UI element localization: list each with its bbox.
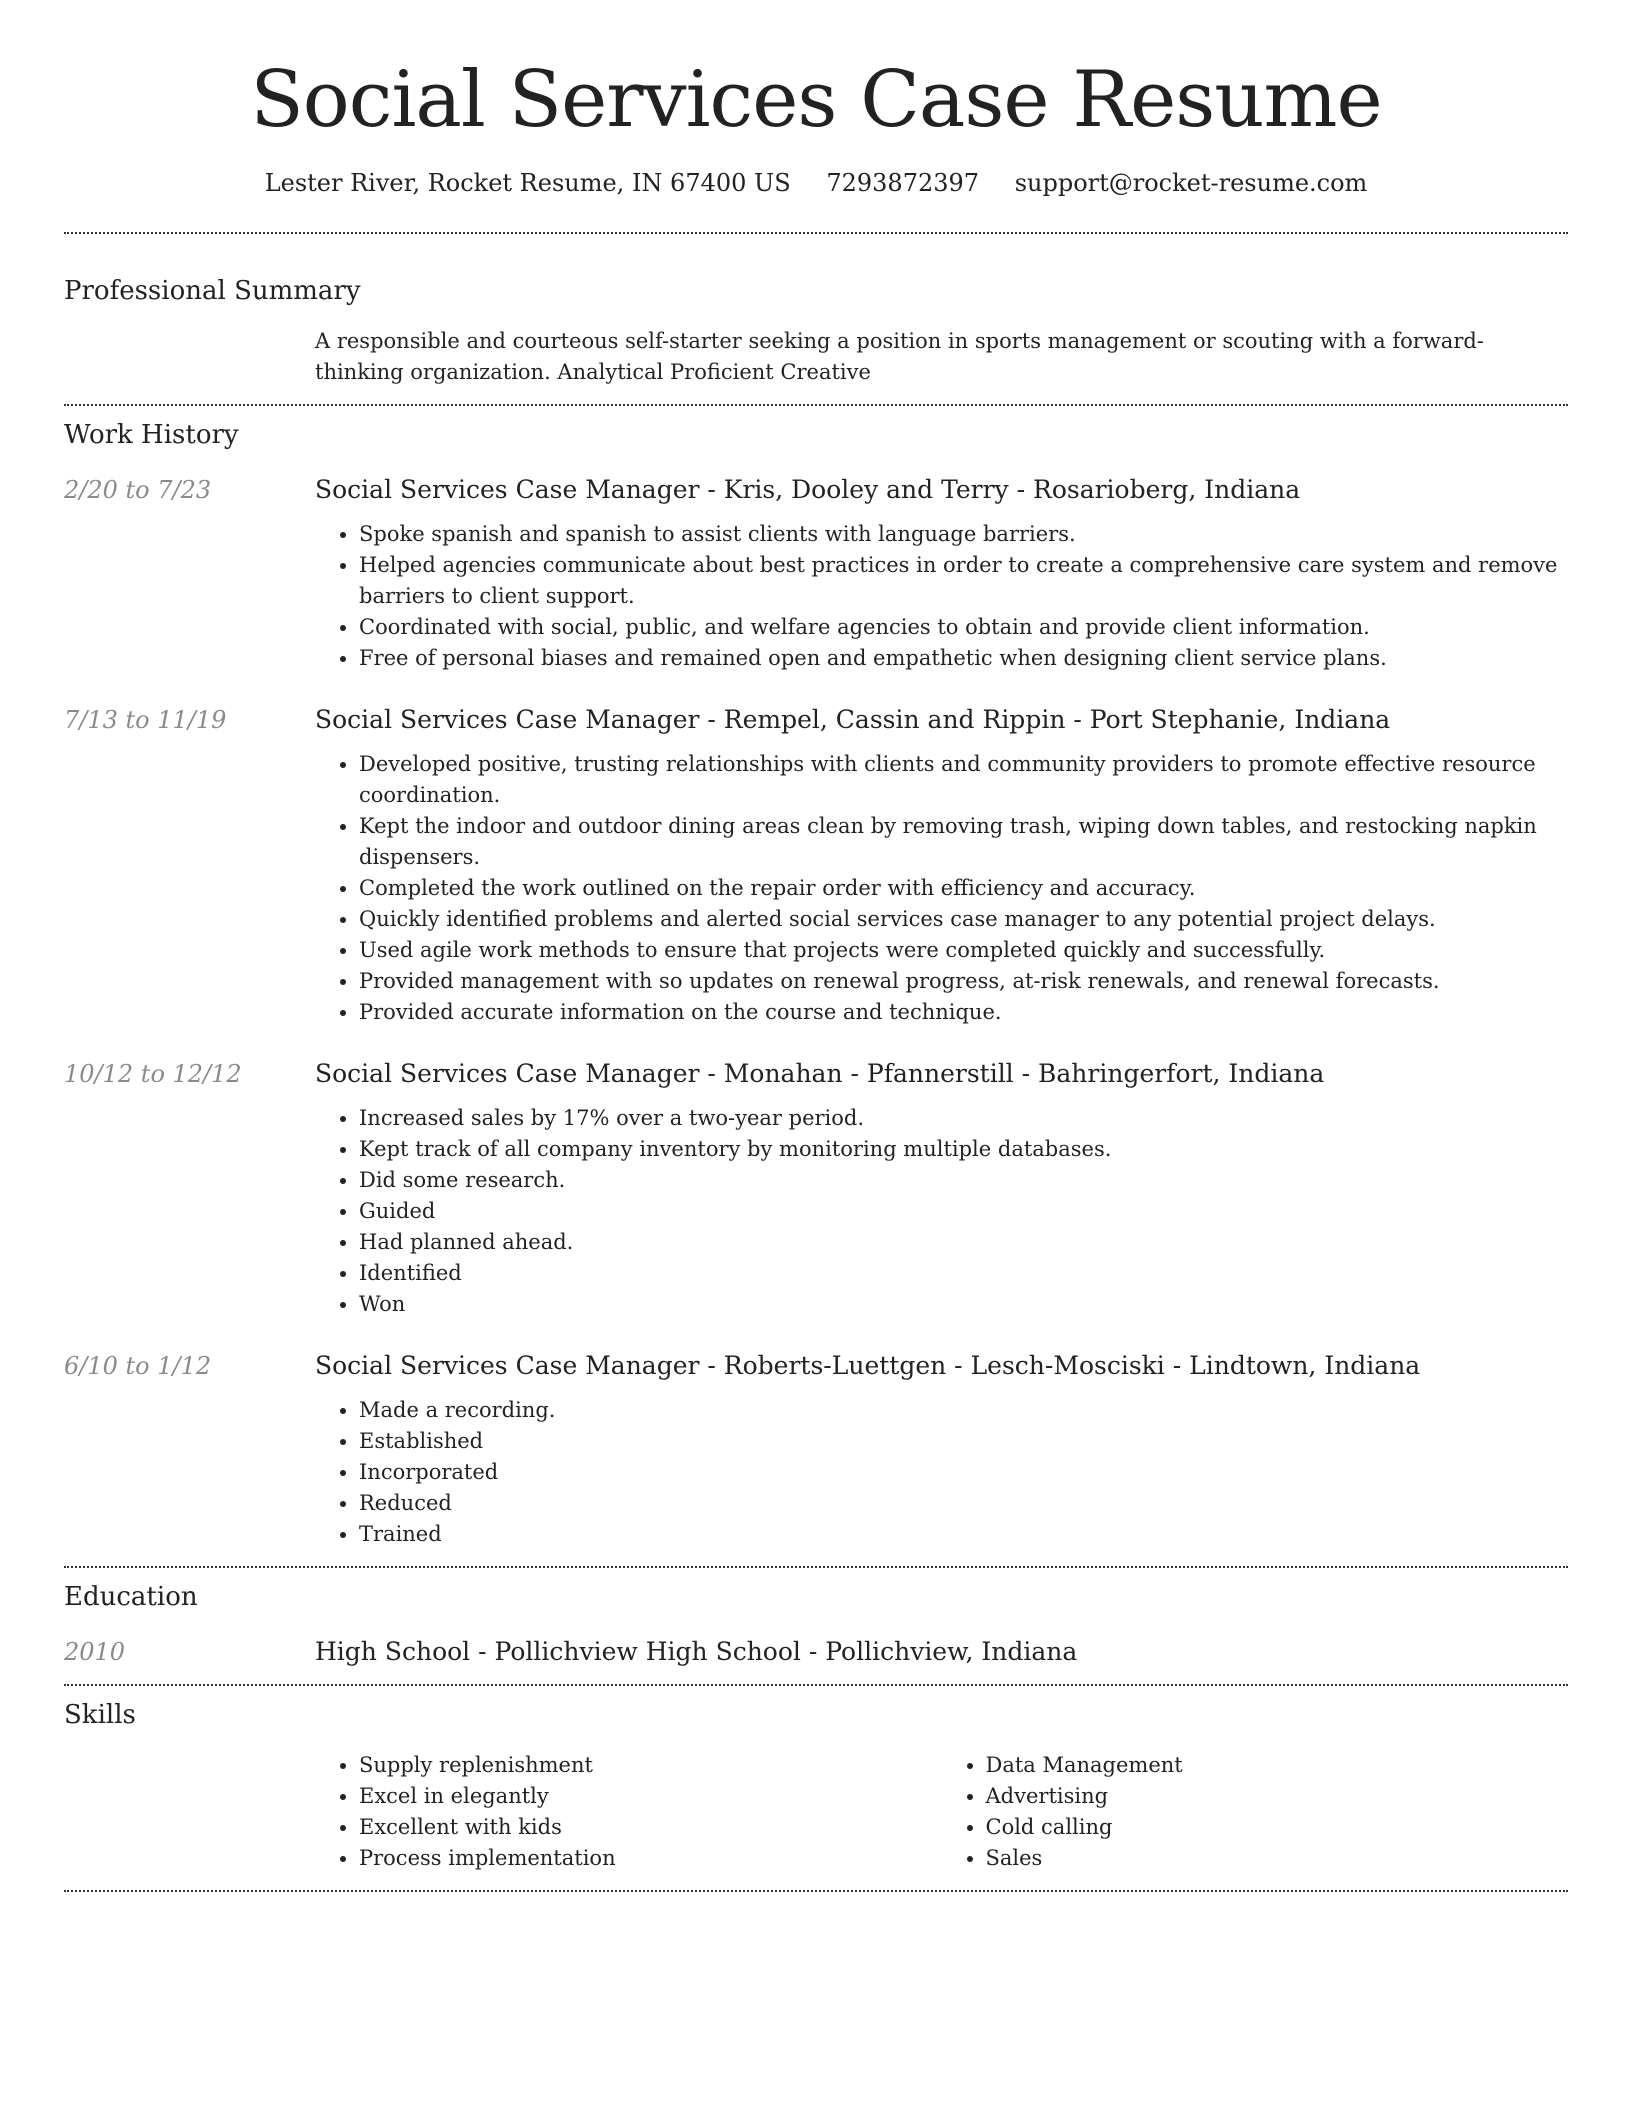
job-title: Social Services Case Manager - Monahan - Pfannerstill - Bahringerfort, Indiana xyxy=(315,1059,1325,1088)
job-bullets xyxy=(315,1395,1568,1550)
skills-section xyxy=(64,1698,1568,1874)
job-title: Social Services Case Manager - Rempel, Cassin and Rippin - Port Stephanie, Indiana xyxy=(315,705,1391,734)
divider xyxy=(64,1890,1568,1892)
skills-columns xyxy=(315,1750,1568,1874)
resume-header xyxy=(64,50,1568,198)
resume-name: Social Services Case Resume xyxy=(250,55,1382,145)
education-date: 2010 xyxy=(64,1638,126,1666)
work-history-section xyxy=(64,418,1568,1566)
job-entry xyxy=(64,1058,1568,1320)
job-list xyxy=(64,474,1568,1566)
job-date: 7/13 to 11/19 xyxy=(64,706,227,734)
list-item: • Had planned ahead. xyxy=(359,1227,1568,1258)
list-item: • Completed the work outlined on the repair order with efficiency and accuracy. xyxy=(359,873,1568,904)
job-entry xyxy=(64,474,1568,674)
skill-item: • Data Management xyxy=(986,1750,1569,1781)
skill-item: • Excel in elegantly xyxy=(359,1781,942,1812)
list-item: • Quickly identified problems and alerted social services case manager to any potential project delays. xyxy=(359,904,1568,935)
skill-item: • Excellent with kids xyxy=(359,1812,942,1843)
professional-summary-section xyxy=(64,274,1568,388)
job-title: Social Services Case Manager - Roberts-Luettgen - Lesch-Mosciski - Lindtown, Indiana xyxy=(315,1351,1421,1380)
list-item: • Incorporated xyxy=(359,1457,1568,1488)
education-section xyxy=(64,1580,1568,1668)
education-title: High School - Pollichview High School - Pollichview, Indiana xyxy=(315,1637,1078,1666)
list-item: • Coordinated with social, public, and welfare agencies to obtain and provide client information. xyxy=(359,612,1568,643)
divider xyxy=(64,232,1568,234)
job-entry xyxy=(64,1350,1568,1566)
job-bullets xyxy=(315,1103,1568,1320)
section-title-summary: Professional Summary xyxy=(64,276,361,306)
skills-column-right xyxy=(942,1750,1569,1874)
section-title-work: Work History xyxy=(64,420,239,450)
contact-phone: 7293872397 xyxy=(826,169,980,197)
list-item: • Made a recording. xyxy=(359,1395,1568,1426)
education-entry xyxy=(64,1636,1568,1668)
job-date: 2/20 to 7/23 xyxy=(64,476,212,504)
list-item: • Free of personal biases and remained open and empathetic when designing client service plans. xyxy=(359,643,1568,674)
list-item: • Used agile work methods to ensure that projects were completed quickly and successfully. xyxy=(359,935,1568,966)
contact-address: Lester River, Rocket Resume, IN 67400 US xyxy=(264,169,791,197)
skill-item: • Cold calling xyxy=(986,1812,1569,1843)
divider xyxy=(64,1566,1568,1568)
skill-item: • Supply replenishment xyxy=(359,1750,942,1781)
list-item: • Did some research. xyxy=(359,1165,1568,1196)
list-item: • Provided accurate information on the course and technique. xyxy=(359,997,1568,1028)
list-item: • Identified xyxy=(359,1258,1568,1289)
skill-item: • Sales xyxy=(986,1843,1569,1874)
list-item: • Won xyxy=(359,1289,1568,1320)
contact-line xyxy=(64,168,1568,198)
skill-item: • Advertising xyxy=(986,1781,1569,1812)
list-item: • Guided xyxy=(359,1196,1568,1227)
skills-column-left xyxy=(315,1750,942,1874)
job-title: Social Services Case Manager - Kris, Dooley and Terry - Rosarioberg, Indiana xyxy=(315,475,1301,504)
list-item: • Trained xyxy=(359,1519,1568,1550)
contact-email: support@rocket-resume.com xyxy=(1014,169,1368,197)
skill-item: • Process implementation xyxy=(359,1843,942,1874)
list-item: • Kept the indoor and outdoor dining areas clean by removing trash, wiping down tables, and restocking napkin dispensers. xyxy=(359,811,1568,873)
list-item: • Spoke spanish and spanish to assist clients with language barriers. xyxy=(359,519,1568,550)
list-item: • Provided management with so updates on renewal progress, at-risk renewals, and renewal forecasts. xyxy=(359,966,1568,997)
section-title-skills: Skills xyxy=(64,1700,136,1730)
list-item: • Established xyxy=(359,1426,1568,1457)
job-date: 10/12 to 12/12 xyxy=(64,1060,242,1088)
list-item: • Reduced xyxy=(359,1488,1568,1519)
job-date: 6/10 to 1/12 xyxy=(64,1352,212,1380)
list-item: • Increased sales by 17% over a two-year period. xyxy=(359,1103,1568,1134)
list-item: • Developed positive, trusting relationships with clients and community providers to promote effective resource coordination. xyxy=(359,749,1568,811)
job-bullets xyxy=(315,749,1568,1028)
divider xyxy=(64,1684,1568,1686)
summary-text: A responsible and courteous self-starter seeking a position in sports management or scouting with a forward-thinking organization. Analytical Proficient Creative xyxy=(315,329,1484,384)
divider xyxy=(64,404,1568,406)
section-title-education: Education xyxy=(64,1582,198,1612)
job-bullets xyxy=(315,519,1568,674)
list-item: • Kept track of all company inventory by monitoring multiple databases. xyxy=(359,1134,1568,1165)
list-item: • Helped agencies communicate about best practices in order to create a comprehensive care system and remove barriers to client support. xyxy=(359,550,1568,612)
job-entry xyxy=(64,704,1568,1028)
